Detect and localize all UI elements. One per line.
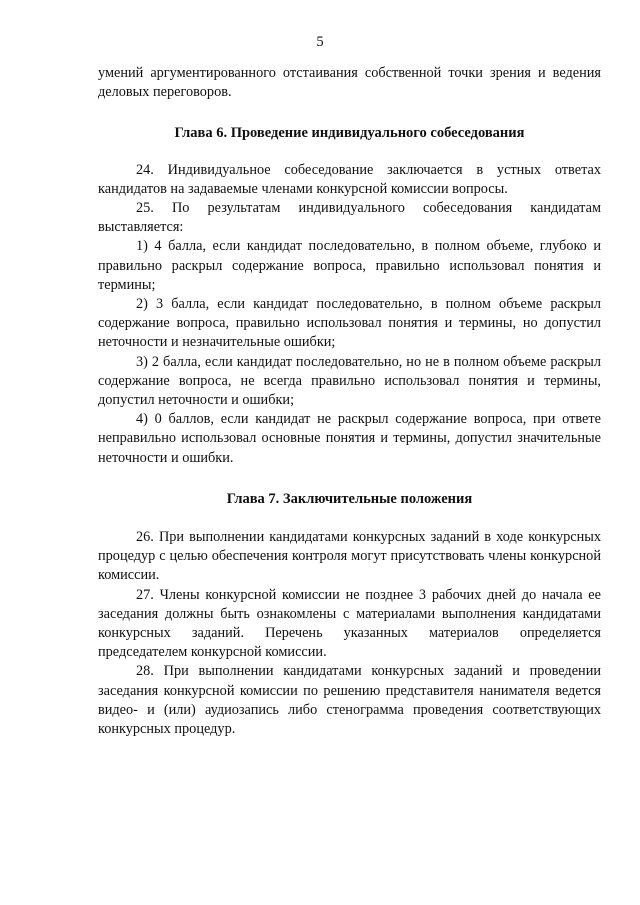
intro-paragraph: умений аргументированного отстаивания собственной точки зрения и ведения деловых переговоров. <box>98 65 601 101</box>
paragraph-25: 25. По результатам индивидуального собеседования кандидатам выставляется: <box>98 200 601 236</box>
score-item-4: 4) 0 баллов, если кандидат не раскрыл содержание вопроса, при ответе неправильно использовал основные понятия и термины, допустил значительные неточности и ошибки. <box>98 411 601 466</box>
paragraph-26: 26. При выполнении кандидатами конкурсных заданий в ходе конкурсных процедур с целью обеспечения контроля могут присутствовать члены конкурсной комиссии. <box>98 529 601 584</box>
paragraph-28: 28. При выполнении кандидатами конкурсных заданий и проведении заседания конкурсной комиссии по решению представителя нанимателя ведется видео- и (или) аудиозапись либо стенограмма проведения соответствующих конкурсных процедур. <box>98 663 601 738</box>
document-body <box>98 64 601 739</box>
chapter-7-heading: Глава 7. Заключительные положения <box>226 490 473 507</box>
chapter-6-heading: Глава 6. Проведение индивидуального собеседования <box>174 125 525 142</box>
page-number: 5 <box>316 34 324 50</box>
score-item-3: 3) 2 балла, если кандидат последовательно, но не в полном объеме раскрыл содержание вопроса, не всегда правильно использовал понятия и термины, допустил неточности и ошибки; <box>98 353 601 409</box>
score-item-1: 1) 4 балла, если кандидат последовательно, в полном объеме, глубоко и правильно раскрыл содержание вопроса, правильно использовал понятия и термины; <box>98 238 601 293</box>
paragraph-27: 27. Члены конкурсной комиссии не позднее 3 рабочих дней до начала ее заседания должны быть ознакомлены с материалами выполнения кандидатами конкурсных заданий. Перечень указанных материалов определяется председателем конкурсной комиссии. <box>98 586 601 661</box>
score-item-2: 2) 3 балла, если кандидат последовательно, в полном объеме раскрыл содержание вопроса, правильно использовал понятия и термины, но допустил неточности и незначительные ошибки; <box>98 296 601 351</box>
paragraph-24: 24. Индивидуальное собеседование заключается в устных ответах кандидатов на задаваемые членами конкурсной комиссии вопросы. <box>98 161 601 197</box>
